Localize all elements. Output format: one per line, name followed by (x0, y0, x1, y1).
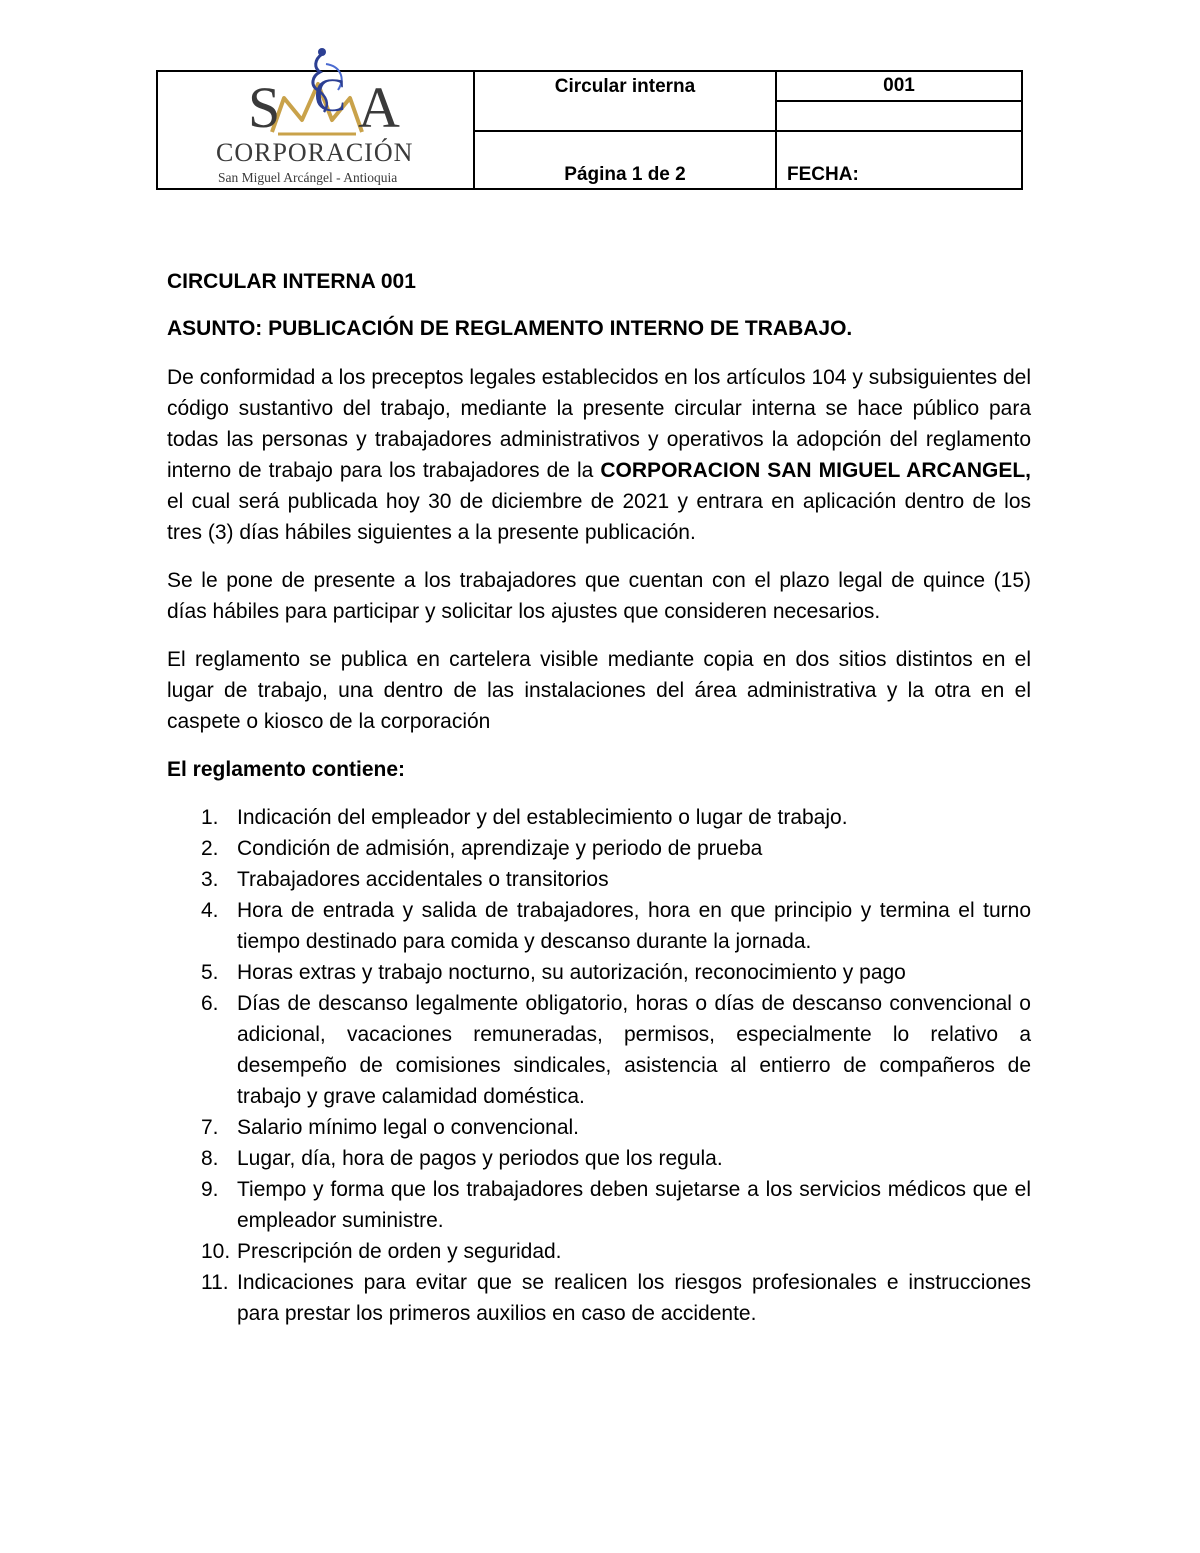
item-number: 3. (201, 868, 219, 891)
list-item (167, 1112, 1031, 1143)
doc-number: 001 (883, 75, 915, 96)
list-item (167, 957, 1031, 988)
date-label: FECHA: (787, 164, 859, 185)
doc-number-cell (776, 71, 1022, 101)
item-number: 10. (201, 1240, 231, 1263)
item-text: Indicación del empleador y del establecimiento o lugar de trabajo. (237, 806, 848, 829)
list-item (167, 1267, 1031, 1329)
list-item (167, 1143, 1031, 1174)
item-text: Horas extras y trabajo nocturno, su autorización, reconocimiento y pago (237, 961, 906, 984)
list-item (167, 988, 1031, 1112)
list-title: El reglamento contiene: (167, 758, 406, 781)
list-item (167, 1236, 1031, 1267)
paragraph-3: El reglamento se publica en cartelera visible mediante copia en dos sitios distintos en el lugar de trabajo, una dentro de las instalaciones del área administrativa y la otra en el caspete o kiosco de la corporación (167, 648, 1031, 733)
logo-subtitle: San Miguel Arcángel - Antioquia (218, 170, 398, 185)
document-body (167, 266, 1031, 1329)
list-item (167, 895, 1031, 957)
item-number: 11. (201, 1271, 229, 1294)
paragraph-1 (167, 362, 1031, 548)
item-text: Trabajadores accidentales o transitorios (237, 868, 609, 891)
paragraph-2: Se le pone de presente a los trabajadores que cuentan con el plazo legal de quince (15) días hábiles para participar y solicitar los ajustes que consideren necesarios. (167, 569, 1031, 623)
page-number: Página 1 de 2 (564, 164, 686, 185)
item-text: Indicaciones para evitar que se realicen los riesgos profesionales e instrucciones para prestar los primeros auxilios en caso de accidente. (237, 1271, 1031, 1325)
list-item (167, 833, 1031, 864)
logo-letter-s: S (248, 75, 281, 140)
item-text: Tiempo y forma que los trabajadores deben sujetarse a los servicios médicos que el empleador suministre. (237, 1178, 1031, 1232)
logo-corporacion-text: CORPORACIÓN (216, 138, 414, 167)
list-item (167, 1174, 1031, 1236)
logo-letter-c: C (314, 69, 347, 122)
item-text: Salario mínimo legal o convencional. (237, 1116, 580, 1139)
list-item (167, 802, 1031, 833)
date-cell (776, 131, 1022, 189)
paragraph-1-start: De conformidad a los preceptos legales establecidos en los artículos 104 y subsiguientes del código sustantivo del trabajo, mediante la presente circular interna se hace público para todas las personas y trabajadores administrativos y operativos la adopción del reglamento interno de trabajo para los trabajadores de la (167, 366, 1031, 482)
item-text: Prescripción de orden y seguridad. (237, 1240, 562, 1263)
doc-type: Circular interna (554, 76, 696, 97)
company-logo (214, 46, 434, 186)
item-number: 5. (201, 961, 219, 984)
rules-list (167, 802, 1031, 1329)
logo-letter-a: A (358, 75, 400, 140)
document-title: CIRCULAR INTERNA 001 (167, 270, 416, 293)
empty-cell (776, 101, 1022, 131)
item-number: 4. (201, 899, 219, 922)
logo-cell (157, 71, 474, 189)
item-text: Hora de entrada y salida de trabajadores, hora en que principio y termina el turno tiempo destinado para comida y descanso durante la jornada. (237, 899, 1031, 953)
item-text: Días de descanso legalmente obligatorio, horas o días de descanso convencional o adicional, vacaciones remuneradas, permisos, especialmente lo relativo a desempeño de comisiones sindicales, asistencia al entierro de compañeros de trabajo y grave calamidad doméstica. (237, 992, 1031, 1108)
paragraph-1-end: el cual será publicada hoy 30 de diciembre de 2021 y entrara en aplicación dentro de los tres (3) días hábiles siguientes a la presente publicación. (167, 490, 1031, 544)
item-number: 8. (201, 1147, 219, 1170)
page-cell (474, 131, 776, 189)
item-number: 1. (201, 806, 219, 829)
header-table (156, 70, 1023, 190)
document-subject: ASUNTO: PUBLICACIÓN DE REGLAMENTO INTERNO DE TRABAJO. (167, 317, 853, 340)
item-number: 2. (201, 837, 219, 860)
company-name: CORPORACION SAN MIGUEL ARCANGEL, (600, 459, 1032, 482)
item-number: 9. (201, 1178, 219, 1201)
list-item (167, 864, 1031, 895)
item-text: Lugar, día, hora de pagos y periodos que los regula. (237, 1147, 723, 1170)
item-text: Condición de admisión, aprendizaje y periodo de prueba (237, 837, 763, 860)
doc-type-cell (474, 71, 776, 131)
item-number: 7. (201, 1116, 219, 1139)
item-number: 6. (201, 992, 219, 1015)
